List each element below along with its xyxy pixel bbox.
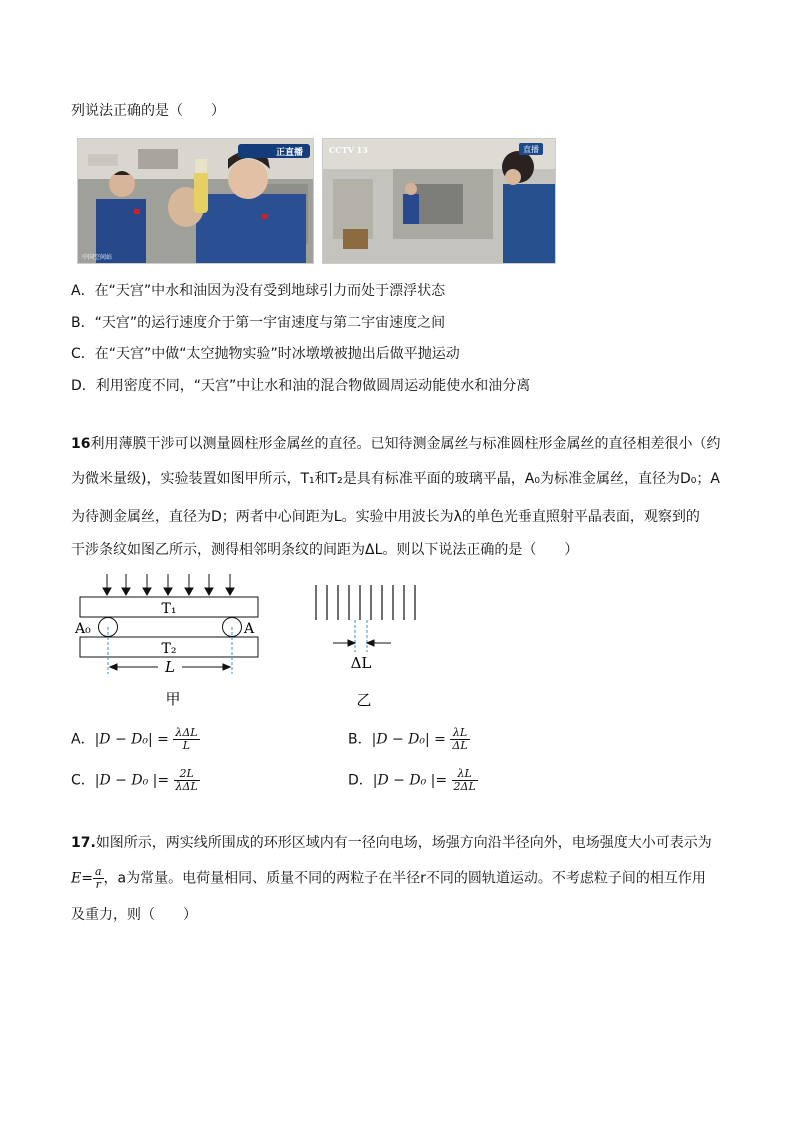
- interference-fringes: [316, 585, 415, 620]
- q16-option-d: D．|D − D₀ |= $\frac{\lambda L}{2\Delta L}$: [348, 767, 476, 793]
- label-l: L: [165, 658, 175, 676]
- label-t1: T₁: [161, 601, 177, 617]
- incident-light-arrows: [103, 574, 234, 595]
- q15-option-a: A．在“天宫”中水和油因为没有受到地球引力而处于漂浮状态: [71, 283, 446, 299]
- q17-number: 17.: [71, 835, 96, 851]
- figure-jia-apparatus: [70, 570, 270, 710]
- q17-stem-line-2: E= $\frac{a}{r}$ ，a为常量。电荷量相同、质量不同的两粒子在半径r不同的圆轨道运动。不考虑粒子间的相互作用: [71, 865, 706, 891]
- q17-stem-line-1: [71, 833, 712, 853]
- figure-yi-fringes: [305, 580, 435, 710]
- q15-option-c: C．在“天宫”中做“太空抛物实验”时冰墩墩被抛出后做平抛运动: [71, 346, 460, 362]
- label-delta-l: ΔL: [350, 654, 372, 672]
- caption-jia: 甲: [165, 690, 181, 708]
- photo-left-corner: 中国空间站: [82, 254, 113, 261]
- q17-text-1: 如图所示，两实线所围成的环形区域内有一径向电场，场强方向沿半径向外，电场强度大小可表示为: [95, 835, 712, 851]
- label-t2: T₂: [161, 641, 177, 657]
- q16-stem-line-2: 为微米量级)，实验装置如图甲所示，T₁和T₂是具有标准平面的玻璃平晶，A₀为标准金属丝，直径为D₀；A: [71, 471, 720, 487]
- q16-number: 16: [71, 436, 91, 452]
- q16-stem-line-3: 为待测金属丝，直径为D；两者中心间距为L。实验中用波长为λ的单色光垂直照射平晶表面，观察到的: [71, 509, 700, 525]
- photo-astronauts-water-oil: [77, 138, 314, 264]
- label-a0: A₀: [75, 621, 91, 637]
- photo-left-badge: 正直播: [276, 148, 304, 158]
- q16-text-1: 利用薄膜干涉可以测量圆柱形金属丝的直径。已知待测金属丝与标准圆柱形金属丝的直径相差很小（约: [90, 436, 721, 452]
- label-a: A: [244, 621, 255, 637]
- q16-option-c: C．|D − D₀ |= $\frac{2L}{\text{λΔL}}$: [71, 767, 198, 793]
- q15-option-d: D．利用密度不同，“天宫”中让水和油的混合物做圆周运动能使水和油分离: [71, 378, 531, 394]
- q16-stem-line-4: 干涉条纹如图乙所示，测得相邻明条纹的间距为ΔL。则以下说法正确的是（ ）: [71, 542, 579, 558]
- photo-station-interior: [322, 138, 556, 264]
- fringe-spacing-arrows: [333, 640, 391, 646]
- q15-option-b: B．“天宫”的运行速度介于第一宇宙速度与第二宇宙速度之间: [71, 315, 446, 331]
- q16-stem-line-1: [71, 434, 720, 454]
- photo-right-badge: 直播: [523, 145, 539, 154]
- caption-yi: 乙: [356, 691, 372, 709]
- q16-option-a: A．|D − D₀| = $\frac{\text{λΔL}}{L}$: [71, 726, 198, 752]
- photo-right-channel: CCTV 13: [329, 145, 368, 155]
- q15-stem-tail: 列说法正确的是（ ）: [71, 103, 225, 119]
- q16-option-b: B．|D − D₀| = $\frac{\lambda L}{\Delta L}$: [348, 726, 468, 752]
- q17-stem-line-3: 及重力，则（ ）: [71, 907, 197, 923]
